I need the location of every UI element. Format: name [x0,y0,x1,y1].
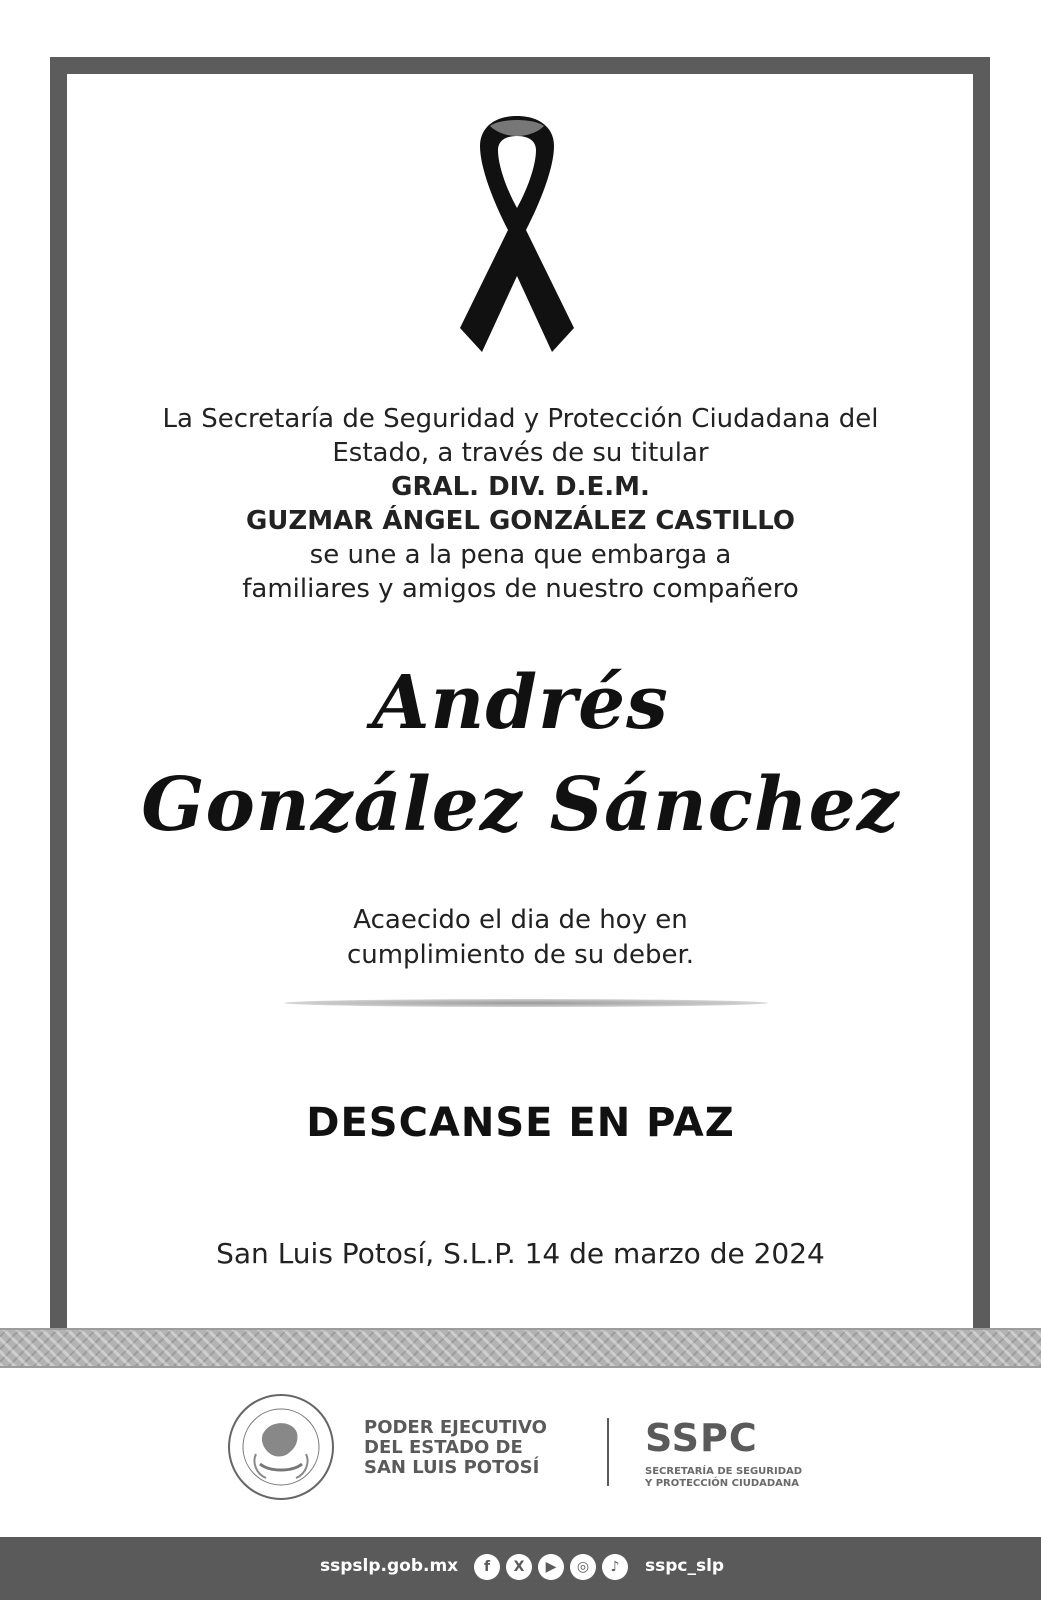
gov-line-1: PODER EJECUTIVO [364,1417,547,1438]
intro-line-4: familiares y amigos de nuestro compañero [242,574,799,604]
deceased-last-names: González Sánchez [141,762,900,848]
gov-line-2: DEL ESTADO DE [364,1437,523,1458]
sspc-logo: SSPC [645,1416,758,1460]
logo-separator [607,1418,609,1486]
deceased-first-name: Andrés [372,660,669,746]
seal-lettering [226,1392,336,1393]
instagram-icon[interactable]: ◎ [570,1554,596,1580]
intro-line-2: Estado, a través de su titular [332,438,709,468]
sspc-subtitle [645,1466,845,1490]
youtube-icon[interactable]: ▶ [538,1554,564,1580]
website-link[interactable]: sspslp.gob.mx [320,1556,459,1576]
intro-line-1: La Secretaría de Seguridad y Protección Ciudadana del [162,404,879,434]
social-icons [474,1554,628,1580]
deceased-name [60,652,981,856]
titular-name: GUZMAR ÁNGEL GONZÁLEZ CASTILLO [245,506,796,536]
occurred-text [200,903,841,973]
condolence-intro [90,402,951,606]
decorative-pattern-band [0,1328,1041,1368]
rest-in-peace: DESCANSE EN PAZ [306,1100,735,1146]
place-date: San Luis Potosí, S.L.P. 14 de marzo de 2024 [216,1237,825,1270]
sspc-sub-line-1: SECRETARÍA DE SEGURIDAD [645,1466,803,1477]
gov-line-3: SAN LUIS POTOSÍ [364,1457,540,1478]
mourning-ribbon-icon [442,108,592,364]
social-handle[interactable]: sspc_slp [645,1556,725,1576]
mexican-coat-of-arms-seal-icon [226,1392,336,1502]
x-twitter-icon[interactable]: X [506,1554,532,1580]
occurred-line-1: Acaecido el dia de hoy en [353,905,688,935]
titular-rank: GRAL. DIV. D.E.M. [391,472,650,502]
intro-line-3: se une a la pena que embarga a [309,540,732,570]
divider [284,999,768,1007]
footer-bar [0,1537,1041,1600]
tiktok-icon[interactable]: ♪ [602,1554,628,1580]
sspc-sub-line-2: Y PROTECCIÓN CIUDADANA [645,1478,800,1489]
facebook-icon[interactable]: f [474,1554,500,1580]
state-government-logo [364,1418,594,1478]
occurred-line-2: cumplimiento de su deber. [346,940,695,970]
